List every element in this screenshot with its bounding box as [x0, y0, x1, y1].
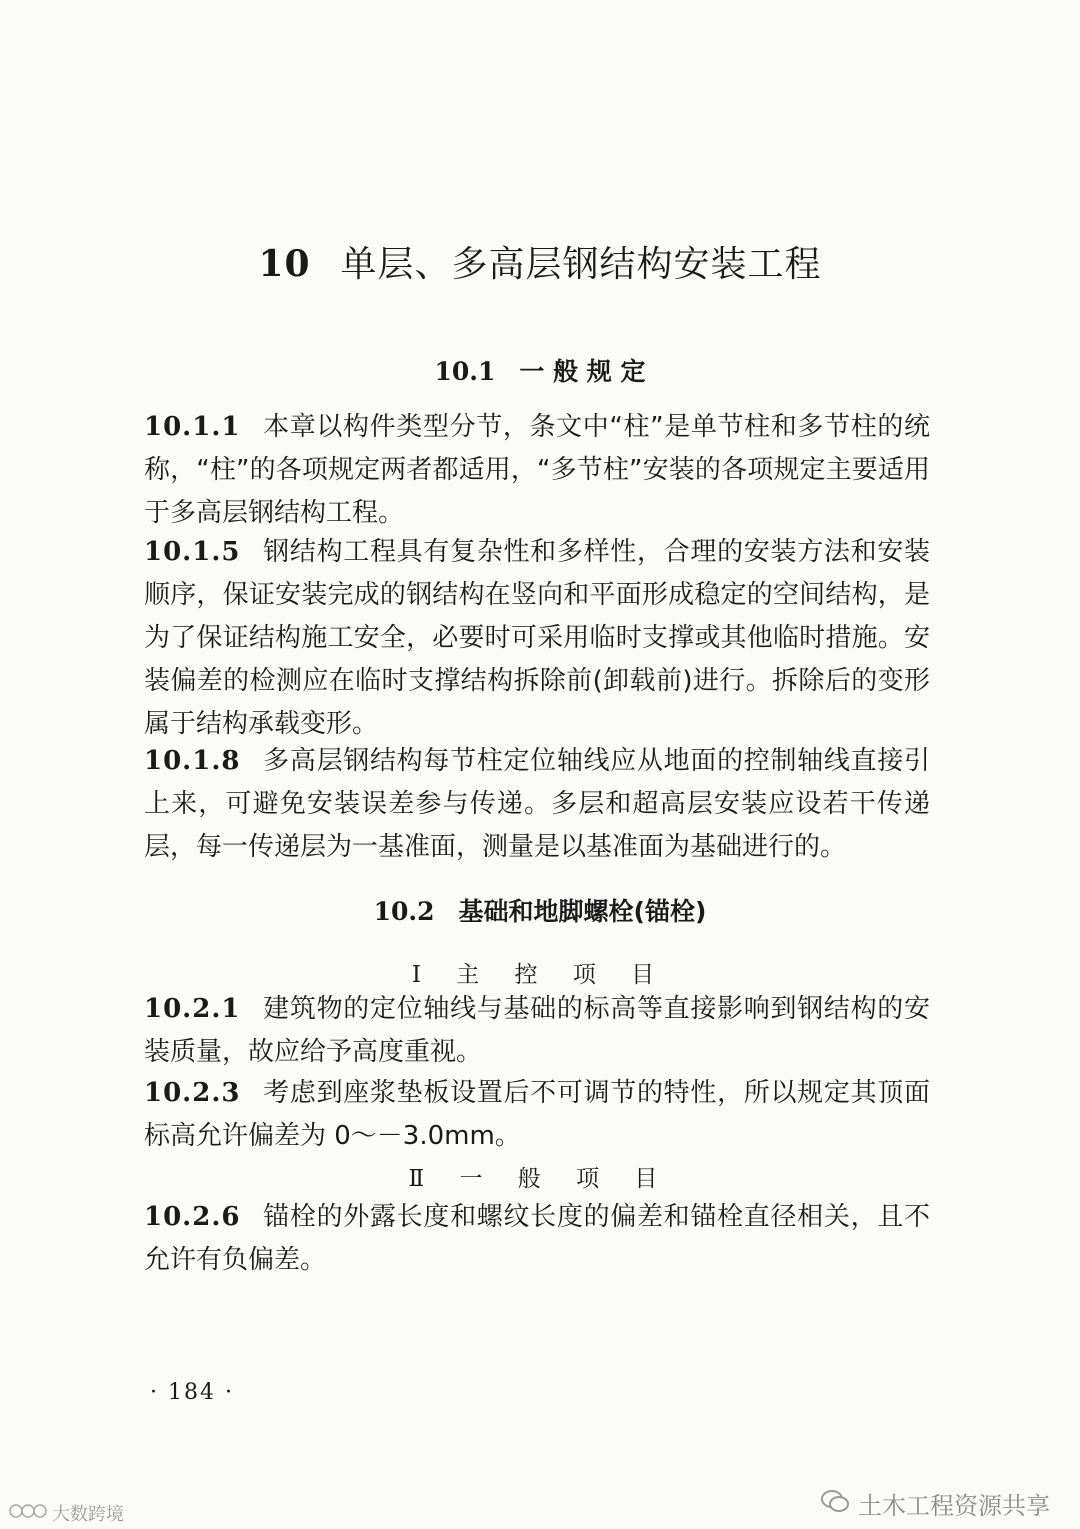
- watermark-text: 土木工程资源共享: [858, 1492, 1050, 1520]
- section-title-text: 基础和地脚螺栓(锚栓): [458, 897, 707, 926]
- clause-number: 10.1.1: [144, 412, 241, 442]
- chapter-number: 10: [258, 243, 311, 285]
- clause-number: 10.2.3: [144, 1078, 241, 1108]
- section-number: 10.2: [373, 897, 435, 926]
- chapter-title: [0, 236, 1080, 287]
- section-title-text: 一 般 规 定: [519, 357, 646, 386]
- clause-10-1-1: [144, 406, 930, 535]
- clause-10-2-6: [144, 1196, 930, 1282]
- clause-text: 多高层钢结构每节柱定位轴线应从地面的控制轴线直接引上来，可避免安装误差参与传递。多层和超高层安装应设若干传递层，每一传递层为一基准面，测量是以基准面为基础进行的。: [144, 746, 930, 862]
- clause-10-1-8: [144, 740, 930, 869]
- section-number: 10.1: [434, 357, 496, 386]
- clause-number: 10.2.1: [144, 994, 241, 1024]
- clause-text: 考虑到座浆垫板设置后不可调节的特性，所以规定其顶面标高允许偏差为 0～－3.0mm。: [144, 1078, 930, 1151]
- watermark-text: 大数跨境: [52, 1504, 124, 1525]
- clause-number: 10.1.8: [144, 746, 241, 776]
- subsection-general: Ⅱ 一 般 项 目: [408, 1166, 672, 1192]
- watermark-logo-icon: [8, 1502, 48, 1525]
- section-title-10-2: [0, 892, 1080, 928]
- clause-number: 10.2.6: [144, 1202, 241, 1232]
- subsection-main-control: Ⅰ 主 控 项 目: [411, 962, 669, 988]
- clause-10-1-5: [144, 531, 930, 746]
- page-number: · 184 ·: [150, 1380, 234, 1405]
- watermark-wechat: [820, 1486, 1050, 1521]
- watermark-left: [8, 1500, 124, 1526]
- section-title-10-1: [0, 352, 1080, 388]
- clause-10-2-3: [144, 1072, 930, 1158]
- clause-text: 锚栓的外露长度和螺纹长度的偏差和锚栓直径相关，且不允许有负偏差。: [144, 1202, 930, 1275]
- chapter-title-text: 单层、多高层钢结构安装工程: [340, 244, 822, 285]
- clause-text: 钢结构工程具有复杂性和多样性，合理的安装方法和安装顺序，保证安装完成的钢结构在竖向和平面形成稳定的空间结构，是为了保证结构施工安全，必要时可采用临时支撑或其他临时措施。安装偏差的检测应在临时支撑结构拆除前(卸载前)进行。拆除后的变形属于结构承载变形。: [144, 537, 930, 739]
- clause-text: 建筑物的定位轴线与基础的标高等直接影响到钢结构的安装质量，故应给予高度重视。: [144, 994, 930, 1067]
- clause-text: 本章以构件类型分节，条文中“柱”是单节柱和多节柱的统称，“柱”的各项规定两者都适用，“多节柱”安装的各项规定主要适用于多高层钢结构工程。: [144, 412, 930, 528]
- clause-number: 10.1.5: [144, 537, 241, 567]
- wechat-icon: [820, 1488, 850, 1520]
- clause-10-2-1: [144, 988, 930, 1074]
